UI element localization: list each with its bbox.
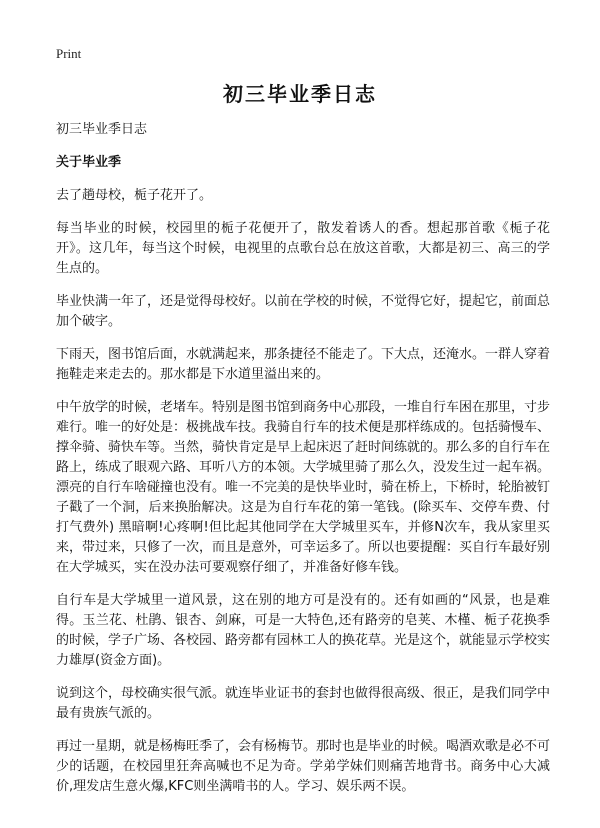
paragraph: 毕业快满一年了，还是觉得母校好。以前在学校的时候，不觉得它好，提起它，前面总加个破字。 [56, 294, 551, 329]
print-link[interactable]: Print [56, 46, 82, 61]
page-title: 初三毕业季日志 [223, 82, 377, 106]
paragraph: 自行车是大学城里一道风景，这在别的地方可是没有的。还有如画的“风景，也是难得。玉兰花、杜鹃、银杏、剑麻，可是一大特色,还有路旁的皂荚、木槿、栀子花换季的时候，学子广场、各校园、路旁都有园林工人的换花草。光是这个，就能显示学校实力雄厚(资金方面)。 [56, 593, 551, 668]
paragraph: 去了趟母校，栀子花开了。 [56, 188, 213, 203]
article-body [56, 120, 550, 810]
document-subtitle: 初三毕业季日志 [56, 122, 148, 137]
paragraph: 下雨天，图书馆后面，水就满起来，那条捷径不能走了。下大点，还淹水。一群人穿着拖鞋走来走去的。那水都是下水道里溢出来的。 [56, 347, 551, 382]
paragraph: 再过一星期，就是杨梅旺季了，会有杨梅节。那时也是毕业的时候。喝酒欢歌是必不可少的话题，在校园里狂奔高喊也不足为奇。学弟学妹们则痛苦地背书。商务中心大减价,理发店生意火爆,KFC则坐满啃书的人。学习、娱乐两不误。 [56, 739, 551, 794]
paragraph: 中午放学的时候，老堵车。特别是图书馆到商务中心那段，一堆自行车困在那里，寸步难行。唯一的好处是：极挑战车技。我骑自行车的技术便是那样练成的。包括骑慢车、撑伞骑、骑快车等。当然，骑快肯定是早上起床迟了赶时间练就的。那么多的自行车在路上，练成了眼观六路、耳听八方的本领。大学城里骑了那么久，没发生过一起车祸。漂亮的自行车啥碰撞也没有。唯一不完美的是快毕业时，骑在桥上，下桥时，轮胎被钉子戳了一个洞，后来换胎解决。这是为自行车花的第一笔钱。(除买车、交停车费、付打气费外) 黑暗啊!心疼啊!但比起其他同学在大学城里买车，并修N次车，我从家里买来，带过来，只修了一次，而且是意外，可幸运多了。所以也要提醒：买自行车最好别在大学城买，实在没办法可要观察仔细了，并准备好修车钱。 [56, 400, 551, 575]
paragraph: 说到这个，母校确实很气派。就连毕业证书的套封也做得很高级、很正，是我们同学中最有贵族气派的。 [56, 686, 551, 721]
paragraph: 每当毕业的时候，校园里的栀子花便开了，散发着诱人的香。想起那首歌《栀子花开》。这几年，每当这个时候，电视里的点歌台总在放这首歌，大都是初三、高三的学生点的。 [56, 221, 550, 276]
section-heading: 关于毕业季 [56, 155, 122, 170]
